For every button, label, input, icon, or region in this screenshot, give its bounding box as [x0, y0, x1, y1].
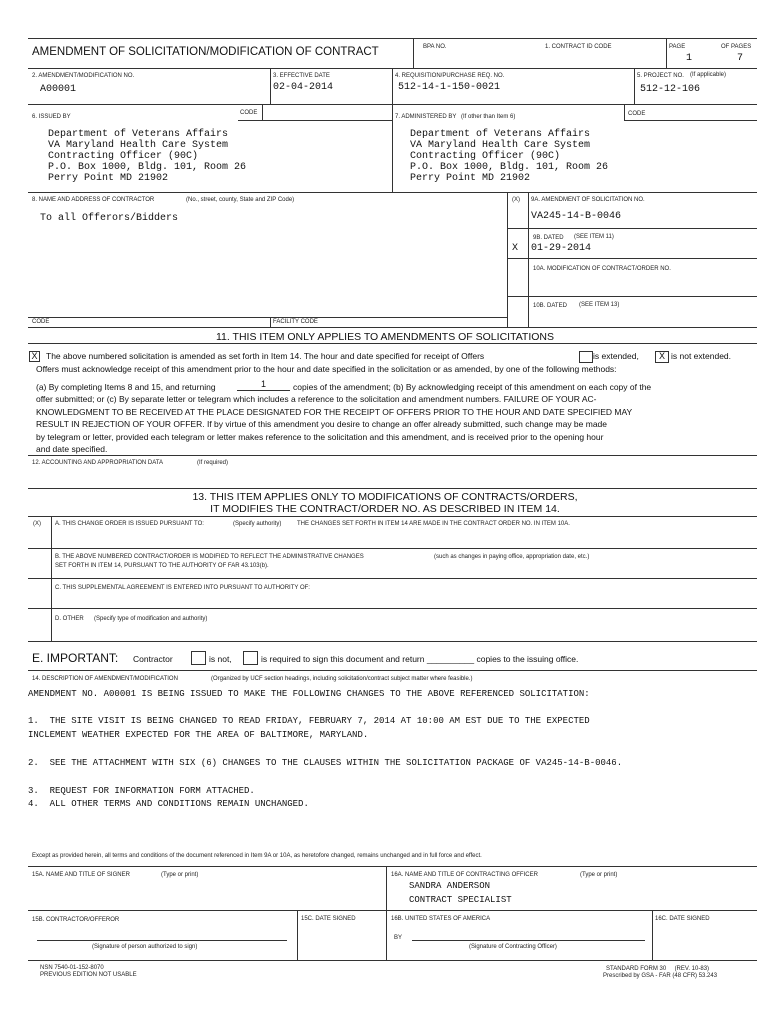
description-label: 14. DESCRIPTION OF AMENDMENT/MODIFICATION [32, 676, 178, 682]
item11-line-5: KNOWLEDGMENT TO BE RECEIVED AT THE PLACE DESIGNATED FOR THE RECEIPT OF OFFERS PRIOR TO THE HOUR AND DATE SPECIFIED MAY [36, 407, 633, 417]
important-is-not: is not, [209, 654, 232, 664]
accounting-label: 12. ACCOUNTING AND APPROPRIATION DATA [32, 460, 164, 466]
usa-label: 16B. UNITED STATES OF AMERICA [391, 916, 491, 922]
page-label: PAGE [669, 44, 686, 50]
item13-a-text-2: THE CHANGES SET FORTH IN ITEM 14 ARE MADE IN THE CONTRACT ORDER NO. IN ITEM 10A. [297, 521, 570, 527]
contractor-note: (No., street, county, State and ZIP Code) [186, 197, 295, 203]
item13-title-2: IT MODIFIES THE CONTRACT/ORDER NO. AS DESCRIBED IN ITEM 14. [210, 503, 560, 515]
amendment-sol-no: VA245-14-B-0046 [531, 211, 622, 222]
issued-by-line-2: VA Maryland Health Care System [48, 140, 229, 151]
issued-by-line-3: Contracting Officer (90C) [48, 151, 199, 162]
item11-line-1: The above numbered solicitation is amended as set forth in Item 14. The hour and date specified for receipt of Offers [46, 351, 485, 361]
dated-10b-label: 10B. DATED [533, 303, 567, 309]
description-line-8: 3. REQUEST FOR INFORMATION FORM ATTACHED. [28, 786, 255, 796]
contract-id-code-label: 1. CONTRACT ID CODE [545, 44, 612, 50]
item11-line-6: RESULT IN REJECTION OF YOUR OFFER. If by virtue of this amendment you desire to change an offer already submitted, such change may be made [36, 419, 608, 429]
item11-line-2: Offers must acknowledge receipt of this amendment prior to the hour and date specified in the solicitation or as amended, by one of the following methods: [36, 364, 617, 374]
is-extended-checkbox[interactable] [579, 351, 593, 363]
description-line-6: 2. SEE THE ATTACHMENT WITH SIX (6) CHANGES TO THE CLAUSES WITHIN THE SOLICITATION PACKAGE OF VA245-14-B-0046. [28, 758, 623, 768]
officer-name: SANDRA ANDERSON [409, 881, 491, 891]
dated-9b: 01-29-2014 [531, 243, 592, 254]
item11-line-8: and date specified. [36, 444, 108, 454]
is-required-checkbox[interactable] [243, 651, 258, 665]
description-line-1: AMENDMENT NO. A00001 IS BEING ISSUED TO MAKE THE FOLLOWING CHANGES TO THE ABOVE REFERENCED SOLICITATION: [28, 689, 590, 699]
administered-by-line-5: Perry Point MD 21902 [410, 173, 531, 184]
of-pages-label: OF PAGES [721, 44, 752, 50]
contractor-label: 8. NAME AND ADDRESS OF CONTRACTOR [32, 197, 155, 203]
project-no: 512-12-106 [640, 84, 701, 95]
code-label: CODE [32, 319, 50, 325]
contractor-value: To all Offerors/Bidders [40, 213, 179, 224]
description-note: (Organized by UCF section headings, including solicitation/contract subject matter where feasible.) [211, 676, 473, 682]
item13-d-text: D. OTHER [55, 616, 84, 622]
issued-by-line-5: Perry Point MD 21902 [48, 173, 169, 184]
prescribed-text: Prescribed by GSA - FAR (48 CFR) 53.243 [603, 973, 718, 979]
amended-checkbox[interactable]: X [29, 351, 40, 362]
signature-officer-caption: (Signature of Contracting Officer) [469, 944, 557, 950]
date-signed-15c: 15C. DATE SIGNED [301, 916, 356, 922]
item13-a-note: (Specify authority) [233, 521, 282, 527]
is-extended-label: is extended, [593, 351, 639, 361]
administered-by-label: 7. ADMINISTERED BY [395, 114, 457, 120]
dated-9b-note: (SEE ITEM 11) [574, 234, 614, 240]
amendment-no: A00001 [40, 84, 77, 95]
project-no-note: (If applicable) [690, 72, 727, 78]
amendment-sol-label: 9A. AMENDMENT OF SOLICITATION NO. [531, 197, 645, 203]
requisition-no: 512-14-1-150-0021 [398, 82, 501, 93]
description-line-9: 4. ALL OTHER TERMS AND CONDITIONS REMAIN UNCHANGED. [28, 799, 309, 809]
modification-label: 10A. MODIFICATION OF CONTRACT/ORDER NO. [533, 266, 671, 272]
is-not-checkbox[interactable] [191, 651, 206, 665]
copies-count: 1 [260, 379, 266, 389]
item11-line-7: by telegram or letter, provided each telegram or letter makes reference to the solicitation and this amendment, and is received prior to the opening hour [36, 432, 604, 442]
item13-b-text-1: B. THE ABOVE NUMBERED CONTRACT/ORDER IS MODIFIED TO REFLECT THE ADMINISTRATIVE CHANGES [55, 554, 364, 560]
issued-by-label: 6. ISSUED BY [32, 114, 71, 120]
by-label: BY [394, 935, 403, 941]
item13-a-text: A. THIS CHANGE ORDER IS ISSUED PURSUANT TO: [55, 521, 204, 527]
important-label: E. IMPORTANT: [32, 651, 119, 665]
contractor-offeror-label: 15B. CONTRACTOR/OFFEROR [32, 917, 120, 923]
item13-c-text: C. THIS SUPPLEMENTAL AGREEMENT IS ENTERED INTO PURSUANT TO AUTHORITY OF: [55, 585, 310, 591]
standard-form-text: STANDARD FORM 30 (REV. 10-83) [606, 966, 710, 972]
requisition-label: 4. REQUISITION/PURCHASE REQ. NO. [395, 73, 505, 79]
administered-by-line-2: VA Maryland Health Care System [410, 140, 591, 151]
officer-note: (Type or print) [580, 872, 618, 878]
dated-10b-note: (SEE ITEM 13) [579, 302, 620, 308]
x-column-label: (X) [512, 197, 520, 203]
previous-edition-text: PREVIOUS EDITION NOT USABLE [40, 972, 137, 978]
administered-by-note: (If other than Item 6) [461, 114, 516, 120]
nsn-text: NSN 7540-01-152-8070 [40, 965, 104, 971]
description-line-4: INCLEMENT WEATHER EXPECTED FOR THE AREA OF BALTIMORE, MARYLAND. [28, 730, 369, 740]
x-mark-9b: X [512, 243, 519, 254]
item11-title: 11. THIS ITEM ONLY APPLIES TO AMENDMENTS OF SOLICITATIONS [215, 331, 555, 343]
item13-b-note: (such as changes in paying office, appropriation date, etc.) [434, 554, 590, 560]
item13-title-1: 13. THIS ITEM APPLIES ONLY TO MODIFICATIONS OF CONTRACTS/ORDERS, [192, 491, 578, 503]
signature-person-caption: (Signature of person authorized to sign) [92, 944, 198, 950]
effective-date: 02-04-2014 [273, 82, 334, 93]
not-extended-checkbox[interactable]: X [655, 351, 669, 363]
except-text: Except as provided herein, all terms and conditions of the document referenced in Item 9A or 10A, as heretofore changed, remains unchanged and in full force and effect. [32, 853, 482, 859]
officer-title: CONTRACT SPECIALIST [409, 895, 512, 905]
administered-by-code-label: CODE [628, 111, 646, 117]
issued-by-line-4: P.O. Box 1000, Bldg. 101, Room 26 [48, 162, 247, 173]
item13-d-note: (Specify type of modification and authority) [94, 616, 208, 622]
issued-by-code-label: CODE [240, 110, 258, 116]
is-not-extended-label: is not extended. [671, 351, 732, 361]
important-is-required: is required to sign this document and return __________ copies to the issuing office. [261, 654, 579, 664]
signer-label: 15A. NAME AND TITLE OF SIGNER [32, 872, 130, 878]
item13-x-label: (X) [33, 521, 41, 527]
administered-by-line-3: Contracting Officer (90C) [410, 151, 561, 162]
administered-by-line-1: Department of Veterans Affairs [410, 129, 591, 140]
item13-b-text-2: SET FORTH IN ITEM 14, PURSUANT TO THE AUTHORITY OF FAR 43.103(b). [55, 563, 269, 569]
item11-line-4: offer submitted; or (c) By separate letter or telegram which includes a reference to the solicitation and amendment numbers. FAILURE OF YOUR AC- [36, 394, 597, 404]
administered-by-line-4: P.O. Box 1000, Bldg. 101, Room 26 [410, 162, 609, 173]
effective-date-label: 3. EFFECTIVE DATE [273, 73, 330, 79]
issued-by-line-1: Department of Veterans Affairs [48, 129, 229, 140]
bpa-no-label: BPA NO. [423, 44, 447, 50]
page-number: 1 [686, 53, 693, 64]
description-line-3: 1. THE SITE VISIT IS BEING CHANGED TO READ FRIDAY, FEBRUARY 7, 2014 AT 10:00 AM EST DUE TO THE EXPECTED [28, 716, 590, 726]
amendment-no-label: 2. AMENDMENT/MODIFICATION NO. [32, 73, 135, 79]
officer-label: 16A. NAME AND TITLE OF CONTRACTING OFFICER [391, 872, 538, 878]
important-contractor: Contractor [133, 654, 173, 664]
item11-line-3a: (a) By completing Items 8 and 15, and returning [36, 382, 216, 392]
item11-line-3b: copies of the amendment; (b) By acknowledging receipt of this amendment on each copy of the [293, 382, 652, 392]
accounting-note: (If required) [197, 460, 229, 466]
form-title: AMENDMENT OF SOLICITATION/MODIFICATION OF CONTRACT [32, 46, 379, 58]
dated-9b-label: 9B. DATED [533, 235, 564, 241]
facility-code-label: FACILITY CODE [273, 319, 318, 325]
date-signed-16c: 16C. DATE SIGNED [655, 916, 710, 922]
copies-blank[interactable] [237, 379, 290, 391]
of-pages-number: 7 [737, 53, 744, 64]
project-no-label: 5. PROJECT NO. [637, 73, 684, 79]
signer-note: (Type or print) [161, 872, 199, 878]
